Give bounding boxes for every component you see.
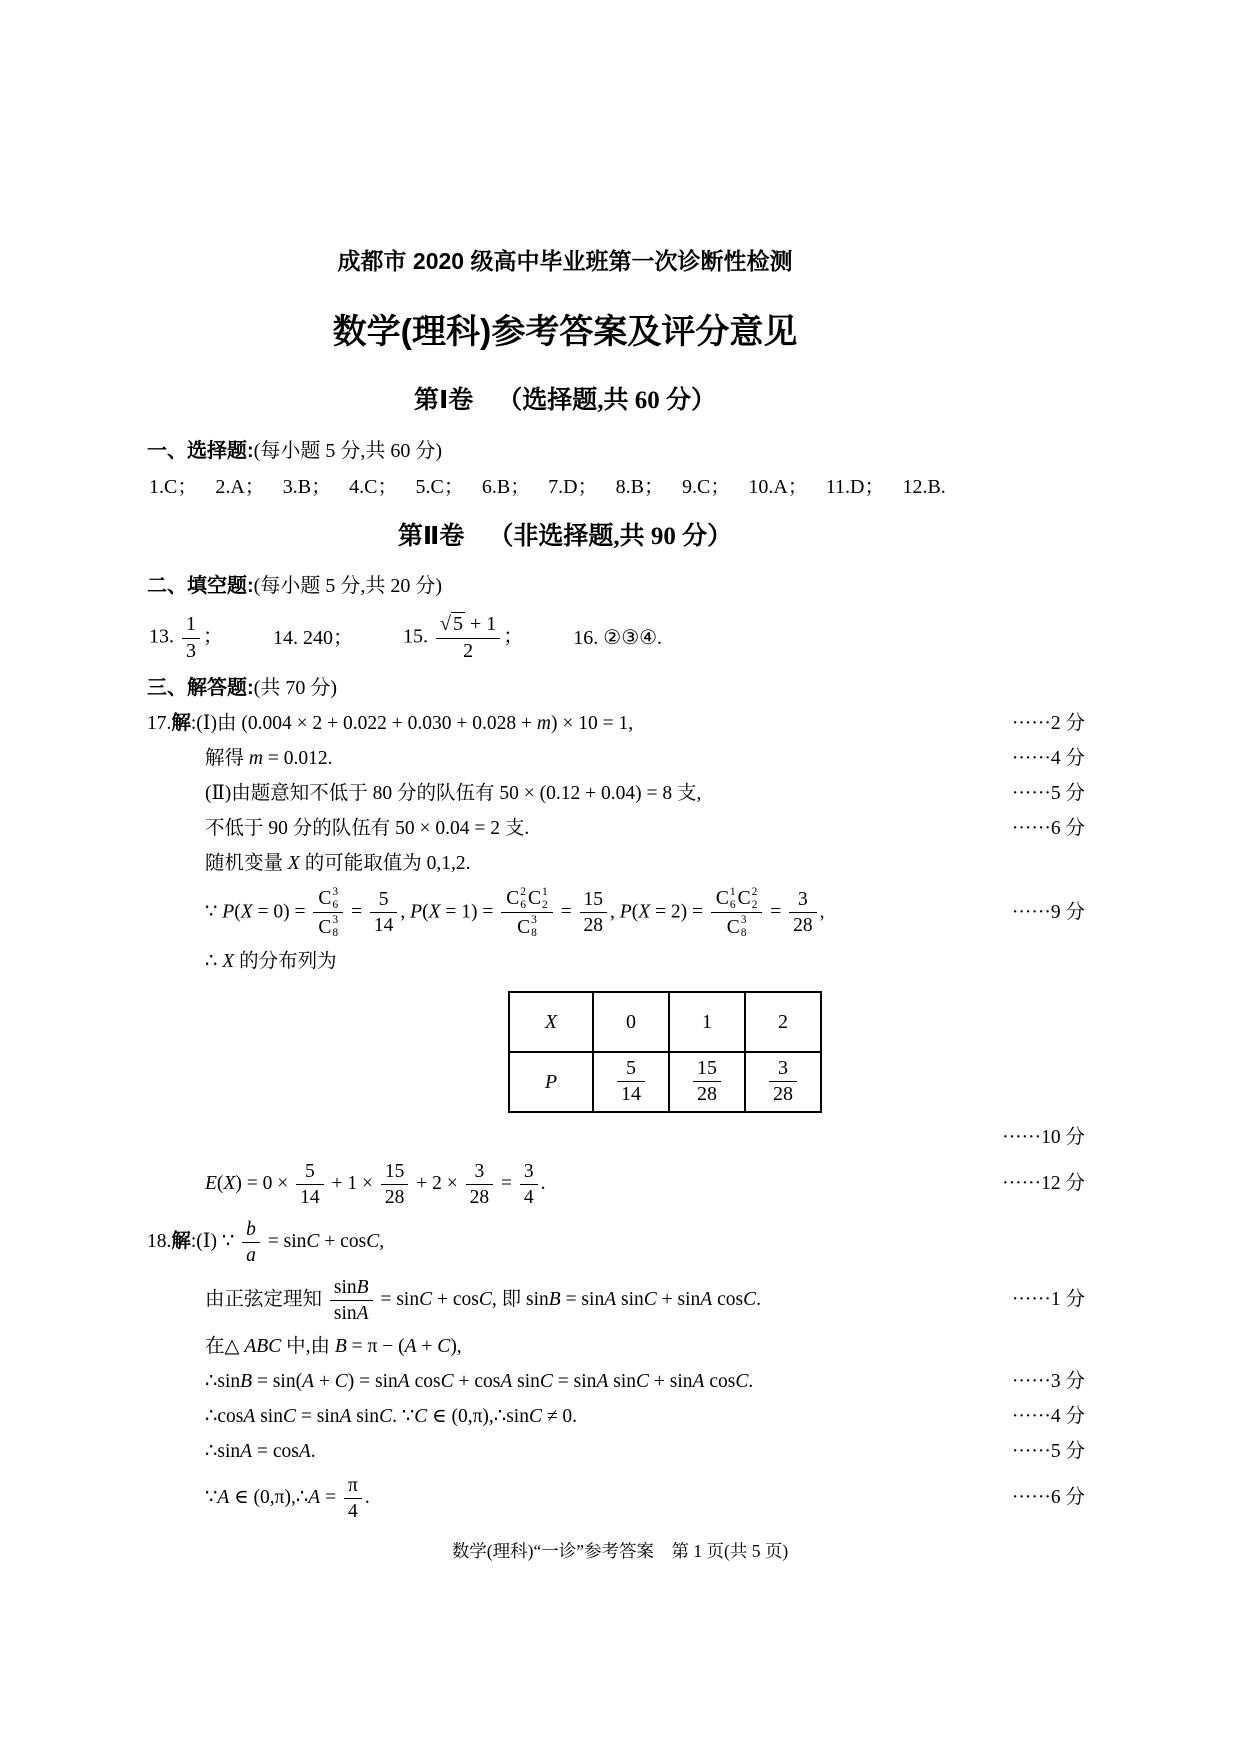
solution-line-content: ∴ X 的分布列为	[205, 950, 337, 972]
mc-answer: 8.B；	[615, 475, 664, 498]
fill-answer: 14. 240；	[273, 627, 353, 650]
mc-answer: 6.B；	[481, 475, 531, 498]
score-mark: ······12 分	[1002, 1173, 1085, 1195]
solution-line	[147, 1334, 1085, 1360]
solution-line	[147, 886, 1085, 940]
fraction: $\frac{1}{3}$	[182, 613, 200, 663]
solution-line-content: 由正弦定理知 $\frac{\sin B}{\sin A}$ = sinC + cosC, 即 sinB = sinA sinC + sinA cosC.	[205, 1276, 761, 1324]
section-fill-label: 二、填空题:	[147, 575, 254, 598]
fraction	[313, 886, 343, 940]
problem-18-solution	[147, 1218, 1085, 1523]
mc-answer: 12.B.	[902, 475, 946, 498]
score-mark: ······6 分	[1011, 818, 1085, 840]
combination-symbol: C 1 2	[528, 886, 548, 911]
section-mc-label: 一、选择题:	[147, 439, 254, 462]
fraction: $\frac{b}{a}$	[242, 1218, 260, 1267]
mc-answer: 4.C；	[349, 475, 398, 498]
fraction: $\frac{3}{4}$	[520, 1160, 538, 1209]
table-p-value	[745, 1052, 821, 1112]
solution-line	[147, 1474, 1085, 1523]
combination-symbol: C 3 8	[726, 914, 747, 939]
fraction: $\frac{\pi}{4}$	[344, 1474, 362, 1523]
part2-label: 第Ⅱ卷	[397, 521, 465, 550]
section-solve-label: 三、解答题:	[147, 677, 254, 700]
table-p-value	[593, 1052, 669, 1112]
fill-blank-answers	[149, 609, 1085, 667]
score-mark: ······4 分	[1011, 748, 1085, 770]
distribution-table	[508, 991, 822, 1113]
score-mark: ······3 分	[1011, 1370, 1085, 1392]
fraction	[711, 886, 763, 940]
solution-line-content: (Ⅱ)由题意知不低于 80 分的队伍有 50 × (0.12 + 0.04) = 8 支,	[205, 783, 702, 805]
solution-line	[147, 1125, 1085, 1151]
solution-line-content: 随机变量 X 的可能取值为 0,1,2.	[205, 853, 471, 875]
fill-answer: 16. ②③④.	[573, 627, 663, 650]
exam-title: 数学(理科)参考答案及评分意见	[332, 312, 798, 351]
mc-answer: 10.A；	[748, 475, 808, 498]
part1-subtitle: （选择题,共 60 分）	[497, 387, 717, 415]
fraction: $\frac{15}{28}$	[580, 888, 608, 937]
section-mc-note: (每小题 5 分,共 60 分)	[253, 439, 442, 462]
mc-answer: 3.B；	[282, 475, 332, 498]
solution-line-content: ∴sinA = cosA.	[205, 1440, 316, 1462]
solution-line-content: ∵A ∈ (0,π),∴A = $\frac{\pi}{4}$ .	[205, 1474, 370, 1522]
section-solutions	[147, 675, 1085, 701]
solution-line	[147, 1160, 1085, 1209]
score-mark: ······5 分	[1011, 1440, 1085, 1462]
score-mark: ······4 分	[1011, 1405, 1085, 1427]
part2-wrap	[147, 520, 983, 554]
section-fill-blank	[147, 573, 1085, 599]
solution-line	[147, 949, 1085, 975]
mc-answer: 7.D；	[548, 475, 598, 498]
solution-line	[147, 781, 1085, 807]
table-x-label: X	[509, 992, 593, 1052]
solution-line	[147, 851, 1085, 877]
solution-line	[147, 1218, 1085, 1267]
solution-line-content: ∴cosA sinC = sinA sinC. ∵C ∈ (0,π),∴sinC ≠ 0.	[205, 1405, 578, 1427]
fill-answer: 15. $\frac{√ 5 + 1}{2}$ ；	[403, 612, 524, 662]
solution-line	[147, 816, 1085, 842]
table-x-value: 2	[745, 992, 821, 1052]
fraction: $\frac{15}{28}$	[693, 1057, 721, 1107]
fraction: $\frac{5}{14}$	[296, 1160, 324, 1209]
solution-line	[147, 1276, 1085, 1325]
solution-line-content: 不低于 90 分的队伍有 50 × 0.04 = 2 支.	[205, 818, 530, 840]
heading-block	[147, 247, 983, 418]
combination-symbol: C 1 6	[715, 886, 736, 911]
mc-answer: 11.D；	[825, 475, 885, 498]
combination-symbol: C 3 8	[517, 914, 537, 939]
fraction	[501, 886, 553, 940]
page-footer: 数学(理科)“一诊”参考答案 第 1 页(共 5 页)	[451, 1541, 789, 1561]
fraction: $\frac{√ 5 + 1}{2}$	[436, 613, 500, 663]
solution-line	[147, 746, 1085, 772]
fraction: $\frac{5}{14}$	[617, 1057, 645, 1107]
part1-heading	[147, 384, 983, 418]
fraction: $\frac{\sin B}{\sin A}$	[330, 1276, 373, 1325]
bold-text: 解	[171, 1229, 191, 1252]
fraction: $\frac{3}{28}$	[466, 1160, 494, 1209]
exam-header: 成都市 2020 级高中毕业班第一次诊断性检测	[337, 248, 793, 274]
bold-text: 解	[171, 712, 191, 735]
solution-line-content: E(X) = 0 × $\frac{5}{14}$ + 1 × $\frac{15}{28}$ + 2 × $\frac{3}{28}$ = $\frac{3}{4}$ .	[205, 1160, 546, 1208]
fraction: $\frac{15}{28}$	[381, 1160, 409, 1209]
multiple-choice-answers	[149, 474, 1085, 500]
mc-answer: 2.A；	[215, 475, 265, 498]
table-p-label: P	[509, 1052, 593, 1112]
solution-line-content: 18.解:(Ⅰ) ∵ $\frac{b}{a}$ = sinC + cosC,	[147, 1218, 385, 1266]
solution-line-content: 17.解:(Ⅰ)由 (0.004 × 2 + 0.022 + 0.030 + 0.028 + m) × 10 = 1,	[147, 712, 634, 735]
sqrt-symbol: √ 5	[440, 612, 463, 635]
solution-line	[147, 1404, 1085, 1430]
mc-answer: 1.C；	[149, 475, 198, 498]
problem-17-solution-end	[147, 1125, 1085, 1209]
solution-line	[147, 711, 1085, 737]
combination-symbol: C 3 8	[318, 914, 339, 939]
table-x-value: 1	[669, 992, 745, 1052]
solution-line-content: ∴sinB = sin(A + C) = sinA cosC + cosA sinC = sinA sinC + sinA cosC.	[205, 1370, 754, 1392]
combination-symbol: C 3 6	[318, 886, 339, 911]
solution-line	[147, 1439, 1085, 1465]
score-mark: ······1 分	[1011, 1289, 1085, 1311]
section-solve-note: (共 70 分)	[253, 677, 337, 700]
mc-answer: 5.C；	[415, 475, 464, 498]
score-mark: ······10 分	[1002, 1126, 1085, 1148]
fill-answer: 13. $\frac{1}{3}$ ；	[149, 612, 223, 662]
mc-answer: 9.C；	[681, 475, 731, 498]
fraction: $\frac{3}{28}$	[769, 1057, 797, 1107]
solution-line-content: 在△ ABC 中,由 B = π − (A + C),	[205, 1335, 462, 1357]
combination-symbol: C 2 2	[737, 886, 758, 911]
section-multiple-choice	[147, 438, 1085, 464]
part2-subtitle: （非选择题,共 90 分）	[488, 522, 733, 550]
part2-heading	[147, 520, 983, 554]
solution-line-content: 解得 m = 0.012.	[205, 748, 333, 770]
problem-17-solution	[147, 711, 1085, 975]
solution-line	[147, 1369, 1085, 1395]
fraction: $\frac{3}{28}$	[789, 888, 817, 937]
section-fill-note: (每小题 5 分,共 20 分)	[253, 575, 442, 598]
combination-symbol: C 2 6	[506, 886, 527, 911]
part1-label: 第Ⅰ卷	[413, 386, 474, 415]
score-mark: ······6 分	[1011, 1487, 1085, 1509]
table-x-value: 0	[593, 992, 669, 1052]
score-mark: ······5 分	[1011, 783, 1085, 805]
table-row	[509, 1052, 821, 1112]
score-mark: ······9 分	[1011, 902, 1085, 924]
table-p-value	[669, 1052, 745, 1112]
solution-line-content: ∵ P(X = 0) = C 3 6 C 3 8 = $\frac{5}{14}$ , P(X = 1) = C 2 6 C 1 2 C 3 8 = $\frac{15}{28}$ , P(X = 2) = C 1 6 C 2 2 C 3 8 = $\frac{3}{28}$ ,	[205, 886, 825, 939]
score-mark: ······2 分	[1011, 713, 1085, 735]
table-row	[509, 992, 821, 1052]
fraction: $\frac{5}{14}$	[370, 888, 398, 937]
